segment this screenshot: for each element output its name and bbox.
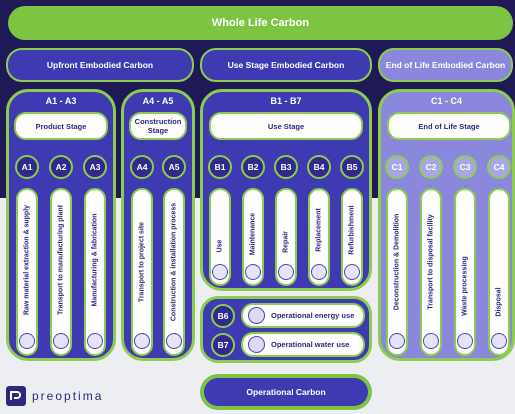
panel-b1-b5 [200,89,372,291]
column-c1 [386,188,408,356]
label-b3: Repair [282,231,290,253]
label-b1: Use [216,239,224,253]
label-b2: Maintenance [249,212,257,256]
operational-energy-row [241,303,365,328]
panel-a4-a5 [121,89,195,361]
code-b2: B2 [241,155,265,179]
code-a1: A1 [15,155,39,179]
use-stage-label: Use Stage [209,112,363,140]
whole-life-carbon-banner: Whole Life Carbon [8,6,513,40]
code-c3: C3 [453,155,477,179]
repair-house-icon [278,264,294,280]
people-building-icon [212,264,228,280]
label-a1: Raw material extraction & supply [23,204,31,316]
operational-carbon-pill [200,374,372,410]
panel-title-b1-b7: B1 - B7 [270,96,302,106]
column-a1 [16,188,38,356]
raw-material-icon [19,333,35,349]
construction-tools-icon [166,333,182,349]
label-b7: Operational water use [271,340,350,349]
column-c2 [420,188,442,356]
code-a3: A3 [83,155,107,179]
code-b1: B1 [208,155,232,179]
water-tap-icon [248,336,265,353]
panel-title-a1-a3: A1 - A3 [45,96,77,106]
replacement-icon [311,264,327,280]
label-c4: Disposal [495,287,503,317]
use-stage-embodied-carbon-header: Use Stage Embodied Carbon [200,48,372,82]
column-c3 [454,188,476,356]
construction-stage-label: Construction Stage [129,112,187,140]
code-a2: A2 [49,155,73,179]
factory-icon [87,333,103,349]
waste-truck-icon [423,333,439,349]
column-b4 [308,188,330,286]
code-b7: B7 [211,333,235,357]
label-c2: Transport to disposal facility [427,214,435,310]
label-a5: Construction & installation process [170,202,178,322]
panel-title-c1-c4: C1 - C4 [430,96,462,106]
preoptima-logo [6,386,103,406]
column-c4 [488,188,510,356]
label-b4: Replacement [315,208,323,252]
wrench-icon [245,264,261,280]
label-b6: Operational energy use [271,311,355,320]
column-a4 [131,188,153,356]
label-a3: Manufacturing & fabrication [91,213,99,307]
code-b4: B4 [307,155,331,179]
panel-b6-b7 [200,296,372,363]
panel-title-a4-a5: A4 - A5 [142,96,174,106]
brand-name: preoptima [32,389,104,403]
column-b2 [242,188,264,286]
panel-a1-a3 [6,89,116,361]
operational-water-row [241,332,365,357]
code-b6: B6 [211,304,235,328]
column-a5 [163,188,185,356]
code-c4: C4 [487,155,511,179]
label-c1: Deconstruction & Demolition [393,213,401,311]
refurbish-house-icon [344,264,360,280]
code-b3: B3 [274,155,298,179]
truck-icon [53,333,69,349]
upfront-embodied-carbon-header: Upfront Embodied Carbon [6,48,194,82]
building-transport-icon [134,333,150,349]
panel-c1-c4 [378,89,515,361]
code-c2: C2 [419,155,443,179]
label-a2: Transport to manufacturing plant [57,204,65,316]
product-stage-label: Product Stage [14,112,108,140]
column-b1 [209,188,231,286]
disposal-icon [491,333,507,349]
operational-carbon-inner: Operational Carbon [204,378,368,406]
code-b5: B5 [340,155,364,179]
label-c3: Waste processing [461,256,469,316]
column-a3 [84,188,106,356]
end-of-life-stage-label: End of Life Stage [387,112,511,140]
code-c1: C1 [385,155,409,179]
code-a4: A4 [130,155,154,179]
end-of-life-embodied-carbon-header: End of Life Embodied Carbon [378,48,513,82]
column-a2 [50,188,72,356]
recycling-bins-icon [457,333,473,349]
code-a5: A5 [162,155,186,179]
gear-energy-icon [248,307,265,324]
label-a4: Transport to project site [138,221,146,303]
label-b5: Refurbishment [348,205,356,255]
column-b3 [275,188,297,286]
demolition-icon [389,333,405,349]
column-b5 [341,188,363,286]
preoptima-logo-mark-icon [6,386,26,406]
